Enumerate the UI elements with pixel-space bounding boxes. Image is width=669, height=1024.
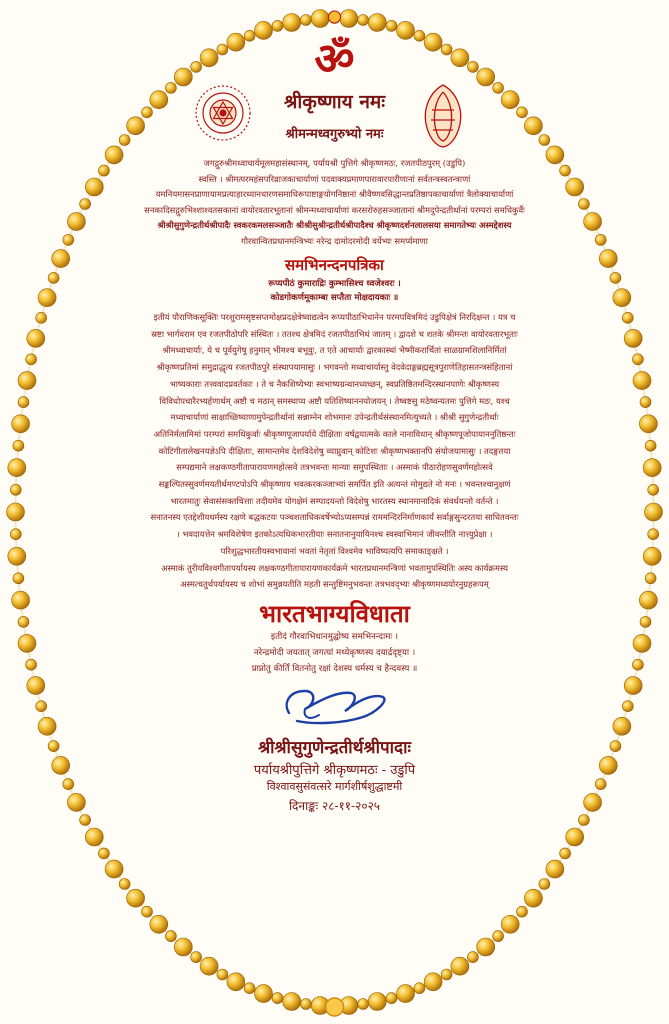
- frame-bead: [52, 250, 70, 268]
- frame-bead: [632, 354, 643, 365]
- frame-bead: [48, 741, 59, 752]
- frame-bead: [632, 659, 643, 670]
- frame-bead: [622, 312, 633, 323]
- body-line: स्रष्टा भार्गवराम एव रजतपीठोपरि संस्थितः । ततश्च क्षेत्रमिदं रजतपीठाभिधं जातम् । द्वादशे च शतके श्रीमन्तः वायोरवतारभूताः: [151, 328, 518, 339]
- invocation-krishna: श्रीकृष्णाय नमः: [283, 91, 386, 113]
- address-line: सनकादिसद्गुरुभिश्शाश्वतसकानां वायोरवतारभूतानां श्रीमन्मध्वाचार्याणां करसरोरुहसञ्जातानां श्रीमदुपेन्द्रतीर्थानां परम्परां समधिकुर्वैः: [144, 204, 525, 215]
- frame-bead: [8, 547, 26, 565]
- frame-bead: [645, 440, 656, 451]
- frame-bead: [272, 993, 283, 1004]
- frame-bead: [599, 250, 617, 268]
- frame-bead: [358, 15, 369, 26]
- body-line: कोटिगीतालेखनयज्ञेऽपि दीक्षिताः, सामान्तमेव देशविदेशेषु व्याप्नुवान् कोटिशः श्रीकृष्णभक्तानपि संयोजयामासुः । तदङ्गतया: [158, 445, 511, 456]
- frame-bead: [643, 547, 661, 565]
- frame-bead: [300, 999, 311, 1010]
- frame-bead: [38, 289, 56, 307]
- verse-2-line: प्राप्नोतु कीर्तिं वितनोतु रक्षां देशस्य धर्मस्य च हैन्दवस्य ॥: [251, 663, 418, 674]
- frame-bead: [18, 616, 29, 627]
- frame-bead: [27, 329, 45, 347]
- frame-bead: [283, 14, 301, 32]
- frame-bead: [26, 354, 37, 365]
- frame-bead: [624, 329, 642, 347]
- frame-bead: [12, 591, 30, 609]
- frame-bead: [648, 529, 659, 540]
- frame-bead: [10, 484, 21, 495]
- body-line: अतिनिर्मलामिमां परम्परां समधिकुर्वाः श्रीकृष्णपूजापर्याये दीक्षिताः वर्षद्वयात्मके काले नानाविधान् श्रीकृष्णपूजोपायाननुतिष्ठन्तः: [153, 428, 516, 439]
- frame-bead: [18, 397, 29, 408]
- frame-bead: [613, 289, 631, 307]
- body-line: इतीयं पौराणिकसूक्तिः परशुरामसृष्टसप्तमोक्षप्रदक्षेत्रेष्वाद्यत्वेन रूप्यपीठाभिधानेन परमपवित्रमिदं उडुपिक्षेत्रं निरदिक्षन्त । यत्र च: [153, 312, 516, 322]
- body-line: भाष्यकाराः तत्त्ववादप्रवर्तकाः । ते च नैकशिष्येभ्यः स्वभाष्यग्रन्थानध्यच्छन्, स्वप्रतिष्ठितमन्दिरस्थानपाणेः श्रीकृष्णस्य: [169, 378, 500, 389]
- address-line: गौरवान्वितप्रधानमन्त्रिभ्यः नरेन्द्र दामोदरमोदी वर्येभ्यः समर्प्यमाणा: [241, 235, 428, 246]
- frame-bead: [639, 591, 657, 609]
- frame-bead: [368, 14, 386, 32]
- body-line: सम्पद्यमाने लक्षकण्ठगीतापारायणमहोत्सवे तत्रभवन्तः मान्याः समुपस्थिताः । अस्माकं पीठारोहणसुवर्णमहोत्सवे: [176, 462, 493, 473]
- address-block: [70, 156, 599, 249]
- frame-bead: [643, 459, 661, 477]
- frame-bead: [8, 459, 26, 477]
- frame-bead: [300, 15, 311, 26]
- frame-bead: [48, 272, 59, 283]
- frame-bead: [52, 756, 70, 774]
- frame-bead: [340, 10, 358, 28]
- address-line: यमनियमासनप्राणायामप्रत्याहारध्यानधारणसमाधिरूपाष्टाङ्गयोगनिष्ठानां श्रीवैष्णवसिद्धान्तप्रतिष्ठापकाचार्याणां त्रैलोक्याचार्याणां: [155, 189, 514, 199]
- frame-bead: [12, 415, 30, 433]
- frame-bead: [13, 573, 24, 584]
- frame-bead: [633, 372, 651, 390]
- frame-bead: [645, 573, 656, 584]
- verse-1-line: कोडगोकर्णमूकाम्बा सप्तैता मोक्षदायकाः ॥: [270, 293, 399, 303]
- address-line: स्वस्ति । श्रीमत्परमहंसपरिव्राजकाचार्याणां पदवाक्यप्रमाणपारावारपारीणानां सर्वतन्त्रस्वतन्त्राणां: [198, 173, 471, 184]
- frame-bead: [36, 701, 47, 712]
- date-line: दिनाङ्कः २८-११-२०२५: [288, 798, 381, 813]
- body-line: । भवदायत्तेन श्रमविशेषेण इतकोऽत्यधिकभारतीयाः सनातनानुयायिनश्च स्वस्वाभिमानं जीवन्तीति नात्त्युप्रेक्षा ।: [176, 529, 493, 540]
- frame-bead: [624, 677, 642, 695]
- frame-bead: [358, 999, 369, 1010]
- address-line: श्रीश्रीसुगुणेन्द्रतीर्थश्रीपादैः स्वकरकमलसञ्जातैः श्रीश्रीसुश्रीन्द्रतीर्थश्रीपादैश्च श्रीकृष्णदर्शनलालसया समागतेभ्यः अस्मद्देशस्य: [157, 220, 512, 230]
- frame-bead: [633, 634, 651, 652]
- frame-bead: [368, 993, 386, 1011]
- body-line: श्रीमध्वाचार्याः, ये च पूर्वयुगेषु हनुमान् भीमश्च बभूवुः, त एते आचार्याः द्वारकास्थां भैष्मीकरार्चितां साळग्रामशिलानिर्मितां: [162, 345, 507, 356]
- frame-bead: [26, 659, 37, 670]
- body-line: सनातनस्य एतद्देशीयधर्मस्य रक्षणे बद्धकटयः पञ्चशताधिकवर्षेभ्योऽप्यसम्पन्नं राममन्दिरनिर्माणकार्यं सर्वाङ्गसुन्दरतया साधितवन्तः: [150, 512, 519, 523]
- verse-2-line: नरेन्द्रमोदी जयतात् जगत्यां मध्येकृष्णस्य दयार्द्रदृष्ट्या ।: [253, 647, 416, 658]
- frame-bead: [640, 616, 651, 627]
- frame-bead: [38, 717, 56, 735]
- frame-bead: [648, 484, 659, 495]
- samvatsara-line: विश्वावसुसंवत्सरे मार्गशीर्षशुद्धाष्टमी: [266, 779, 403, 793]
- body-line: विविधोपचारैरभ्यर्हणार्थम् अष्टौ च मठान् समस्थाप्य अष्टौ यतिशिष्याननयोजयन् । तेष्वष्टसु मठेष्वन्यतमः पुत्तिगे मठः, यश्च: [159, 395, 510, 406]
- frame-bead: [13, 440, 24, 451]
- signatory-name: श्रीश्रीसुगुणेन्द्रतीर्थश्रीपादाः: [258, 737, 411, 758]
- frame-bead: [622, 701, 633, 712]
- frame-bead: [599, 756, 617, 774]
- frame-bead: [613, 717, 631, 735]
- frame-bead: [610, 741, 621, 752]
- body-line: अस्मत्चतुर्थपर्यायस्य च शोभां समुन्नयतीति महती सन्तुष्टिमनुभवन्तः तत्रभवद्भ्यः श्रीकृष्णमध्वयोरनुग्रहरूपम्: [180, 579, 489, 590]
- invocation-madhva: श्रीमन्मध्वगुरुभ्यो नमः: [285, 127, 384, 142]
- address-line: जगद्गुरुश्रीमध्वाचार्यमूलमहासंस्थानम्, पर्यायश्री पुत्तिगे श्रीकृष्णमठः, रजतपीठपुरम् (उडुपि): [203, 158, 466, 168]
- frame-bead: [36, 312, 47, 323]
- frame-bead: [283, 993, 301, 1011]
- body-line: परिशुद्धभारतीयस्वभावानां भवतां नेतृतां विश्वमेव भाविष्यत्यपि समाकाङ्क्षते ।: [220, 545, 449, 556]
- body-line: श्रीकृष्णप्रतिमां समुद्राद्धृत्य रजतपीठपुरे संस्थापयामासुः । भगवन्तो मध्वाचार्यास्तु वेदवेदाङ्गब्रह्मसूत्रपुराणेतिहासतन्त्रसंहितानां: [156, 362, 513, 373]
- frame-bead: [640, 397, 651, 408]
- bottom-sun-icon: [326, 998, 344, 1016]
- verse-block-2: [70, 629, 599, 677]
- frame-bead: [10, 529, 21, 540]
- title-patrika: समभिनन्दनपत्रिका: [285, 256, 384, 274]
- om-icon: ॐ: [314, 34, 355, 85]
- body-line: सङ्कल्पितस्सुवर्णमयतीर्थमण्टपोऽपि श्रीकृष्णाय भवत्करकञ्जाभ्यां समर्पित इति अत्यन्तं मोमुद्यते नो मनः । भवन्तश्चानुक्षणं: [158, 479, 511, 490]
- verse-1-line: रूप्यपीठं कुमाराद्रिः कुम्भासिश्च ध्वजेश्वरः ।: [268, 279, 401, 289]
- frame-bead: [386, 20, 397, 31]
- title-vidhata: भारतभाग्यविधाता: [259, 598, 410, 628]
- frame-bead: [386, 993, 397, 1004]
- signatory-place: पर्यायश्रीपुत्तिगे श्रीकृष्णमठः - उडुपि: [253, 762, 416, 778]
- certificate-content: [70, 32, 599, 992]
- frame-bead: [27, 677, 45, 695]
- body-line: अस्माकं तुरीयविश्वगीतापर्यायस्य लक्षकण्ठगीतापारायणकार्यक्रमे भारतप्रधानमन्त्रिणां भवतामुपस्थितिः अस्य कार्यक्रमस्य: [161, 562, 508, 573]
- frame-bead: [7, 503, 25, 521]
- verse-block-1: [70, 277, 599, 305]
- frame-bead: [272, 20, 283, 31]
- frame-bead: [311, 10, 329, 28]
- body-line: भारतमातुः सेवासंसक्तचित्ताः तदीयमेव योगक्षेमं सम्पादयन्तो विदेशेषु भारतस्य स्थानमानादिकं संवर्धयन्तो वर्तन्ते ।: [170, 495, 499, 506]
- body-line: मध्वाचार्याणां साक्षाच्छिष्याणामुपेन्द्रतीर्थानां सन्नाम्नेन शोभमानः उपेन्द्रतीर्थसंस्थानमित्युच्यते । श्रीश्री सुगुणेन्द्रतीर्थाः: [170, 412, 499, 423]
- frame-bead: [645, 503, 663, 521]
- frame-bead: [610, 272, 621, 283]
- verse-2-line: इतीदं गौरवाभिधानमुद्घोष्य समभिनन्दामः ।: [270, 631, 399, 642]
- frame-bead: [639, 415, 657, 433]
- handwritten-signature: [275, 683, 395, 729]
- frame-bead: [18, 634, 36, 652]
- top-flower-icon: [329, 11, 341, 23]
- body-text: [70, 309, 599, 593]
- frame-bead: [18, 372, 36, 390]
